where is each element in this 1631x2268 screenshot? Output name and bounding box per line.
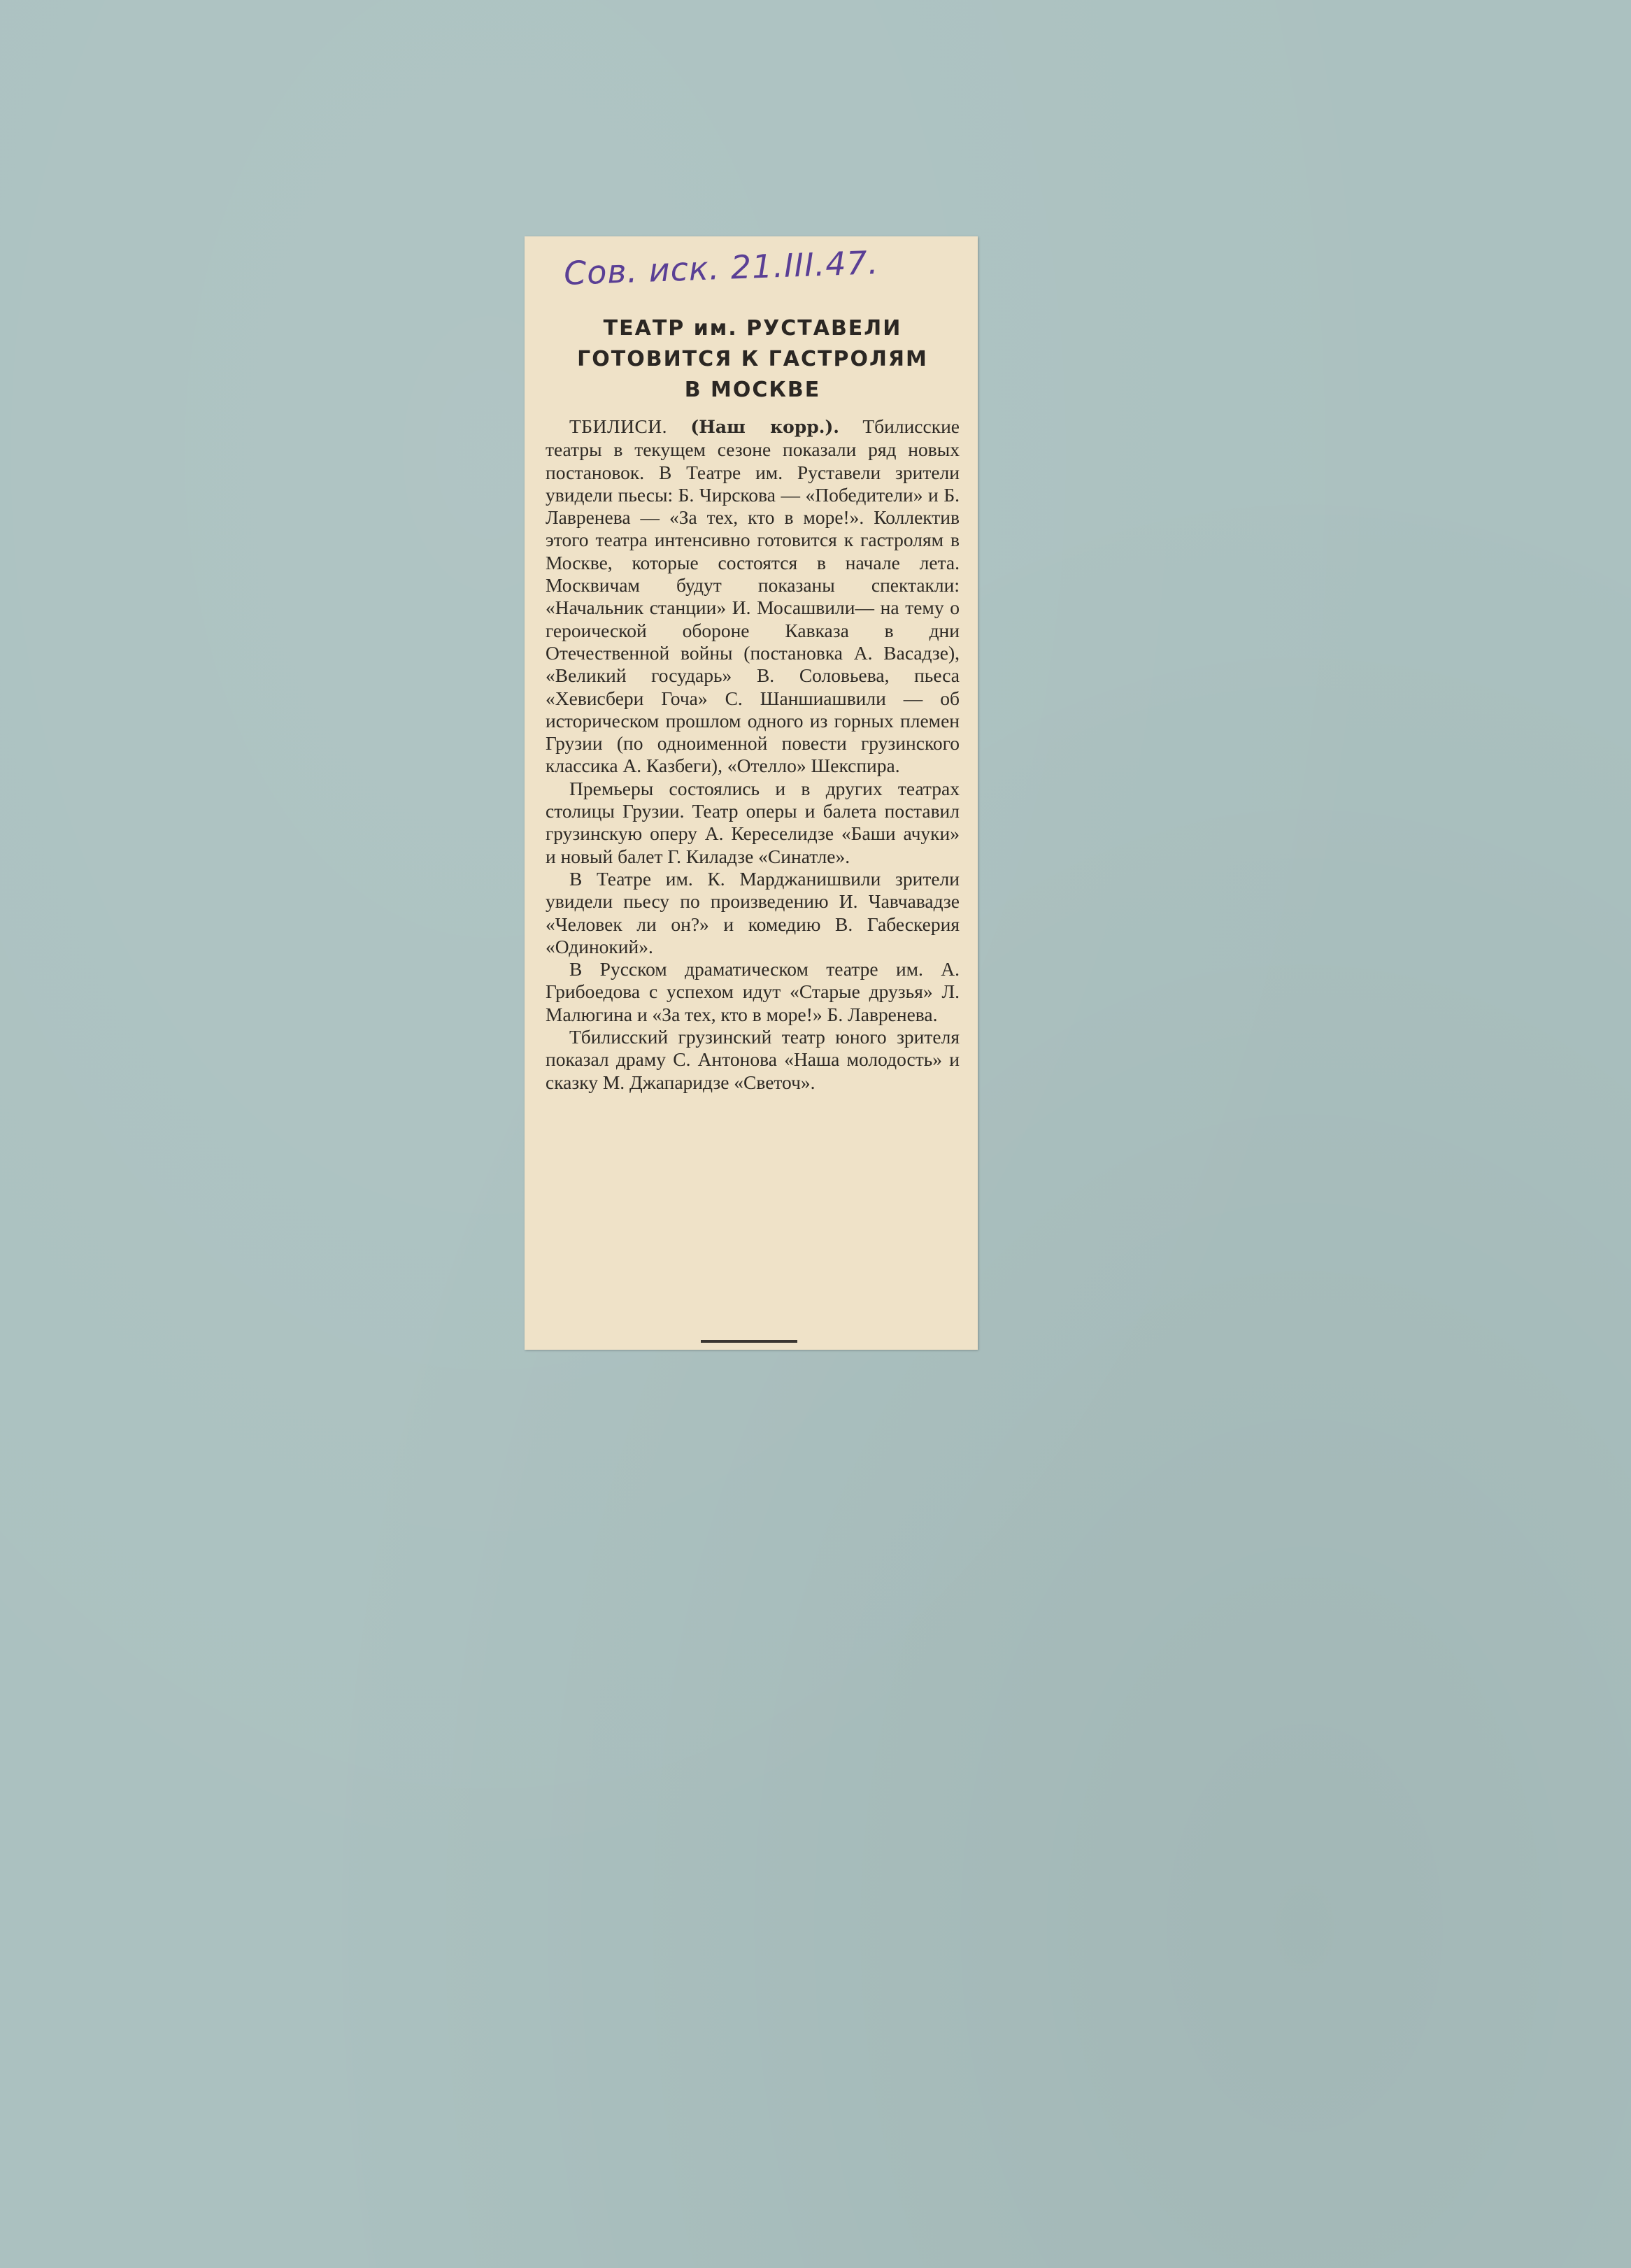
paragraph-text: Тбилисские театры в текущем сезоне показали ряд новых постановок. В Театре им. Руставели зрители увидели пьесы: Б. Чирскова — «Победители» и Б. Лавренева — «За тех, кто в море!». Коллектив этого театра интенсивно готовится к гастролям в Москве, которые состоятся в начале лета. Москвичам будут показаны спектакли: «Начальник станции» И. Мосашвили— на тему о героической обороне Кавказа в дни Отечественной войны (постановка А. Васадзе), «Великий государь» В. Соловьева, пьеса «Хевисбери Гоча» С. Шаншиашвили — об историческом прошлом одного из горных племен Грузии (по одноименной повести грузинского классика А. Казбеги), «Отелло» Шекспира.	[546, 415, 960, 777]
dateline-place: ТБИЛИСИ.	[569, 415, 668, 437]
article-headline	[546, 313, 960, 406]
handwritten-source-note: Сов. иск. 21.III.47.	[563, 243, 880, 292]
article-paragraph: В Русском драматическом театре им. А. Грибоедова с успехом идут «Старые друзья» Л. Малюгина и «За тех, кто в море!» Б. Лавренева.	[546, 958, 960, 1025]
end-rule	[701, 1340, 797, 1343]
headline-line: ГОТОВИТСЯ К ГАСТРОЛЯМ	[577, 347, 928, 371]
article-paragraph: Премьеры состоялись и в других театрах столицы Грузии. Театр оперы и балета поставил грузинскую оперу А. Кереселидзе «Баши ачуки» и новый балет Г. Киладзе «Синатле».	[546, 777, 960, 867]
headline-line: ТЕАТР им. РУСТАВЕЛИ	[603, 316, 902, 341]
article-paragraph: В Театре им. К. Марджанишвили зрители увидели пьесу по произведению И. Чавчавадзе «Человек ли он?» и комедию В. Габескерия «Одинокий».	[546, 867, 960, 957]
article-paragraph: Тбилисский грузинский театр юного зрителя показал драму С. Антонова «Наша молодость» и сказку М. Джапаридзе «Светоч».	[546, 1026, 960, 1093]
headline-line: В МОСКВЕ	[684, 378, 821, 402]
dateline-correspondent: (Наш корр.).	[690, 417, 839, 437]
article-body	[546, 415, 960, 1094]
article-paragraph	[546, 415, 960, 778]
newspaper-clipping	[525, 236, 978, 1350]
